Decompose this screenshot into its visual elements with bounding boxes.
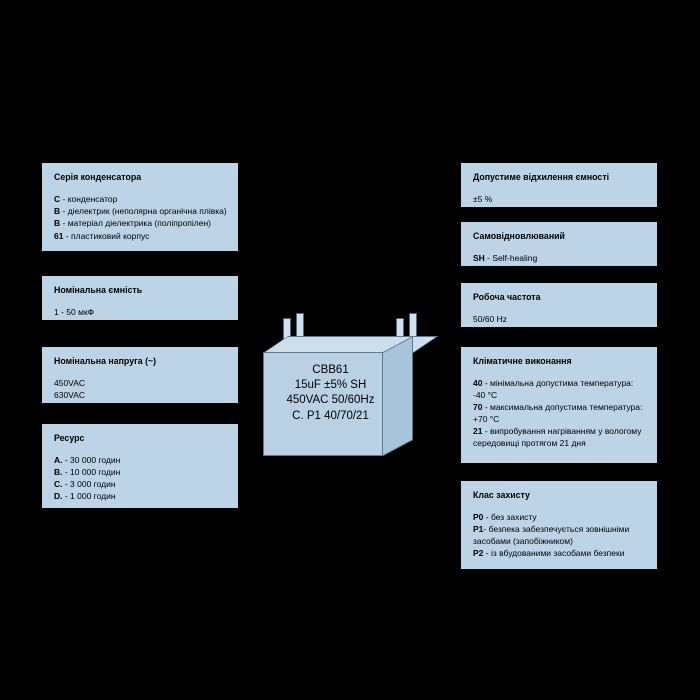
panel-row: D. - 1 000 годин [54,490,116,501]
panel-series [42,163,238,251]
marking-line: 15uF ±5% SH [294,379,367,392]
marking-line: CBB61 [312,364,349,376]
panel-row: 1 - 50 мкФ [54,306,95,317]
panel-row: P1- безпека забезпечується зовнішніми засобами (запобіжником) [473,523,630,546]
panel-row: ±5 % [473,193,493,204]
panel-operating-frequency [461,283,657,327]
panel-row: B - матеріал діелектрика (поліпропілен) [54,218,212,229]
panel-protection-class [461,481,657,569]
panel-row: C. - 3 000 годин [54,478,116,489]
marking-line: C. P1 40/70/21 [292,409,369,422]
panel-climatic-category [461,347,657,463]
panel-self-healing [461,222,657,266]
panel-rated-voltage [42,347,238,403]
panel-title: Ресурс [54,433,85,443]
panel-row: B. - 10 000 годин [54,466,121,477]
panel-title: Номінальна напруга (~) [54,356,157,366]
panel-row: P0 - без захисту [473,511,537,522]
panel-row: 450VAC [54,377,86,388]
panel-row: 70 - максимальна допустима температура: +70 °C [473,401,643,424]
panel-title: Клас захисту [473,490,530,500]
panel-row: P2 - із вбудованими засобами безпеки [473,547,625,558]
panel-lifetime [42,424,238,508]
panel-title: Серія конденсатора [54,172,142,182]
panel-row: 40 - мінімальна допустима температура: -40 °C [473,377,634,400]
panel-row: A. - 30 000 годин [54,454,121,465]
marking-line: 450VAC 50/60Hz [286,394,375,407]
panel-row: C - конденсатор [54,193,118,204]
panel-title: Робоча частота [473,292,541,302]
panel-title: Самовідновлюваний [473,231,565,241]
panel-row: 630VAC [54,390,86,401]
panel-title: Допустиме відхилення ємності [473,172,610,182]
panel-title: Номінальна ємність [54,285,143,295]
panel-row: 21 - випробування нагріванням у вологому середовищі протягом 21 дня [473,426,642,449]
panel-row: SH - Self-healing [473,252,538,263]
panel-row: 61 - пластиковий корпус [54,230,150,241]
panel-row: 50/60 Hz [473,313,508,324]
panel-capacitance-tolerance [461,163,657,207]
panel-row: B - діелектрик (неполярна органічна плівка) [54,206,227,217]
capacitor-marking-label [263,363,398,424]
panel-rated-capacitance [42,276,238,320]
panel-title: Кліматичне виконання [473,356,572,366]
